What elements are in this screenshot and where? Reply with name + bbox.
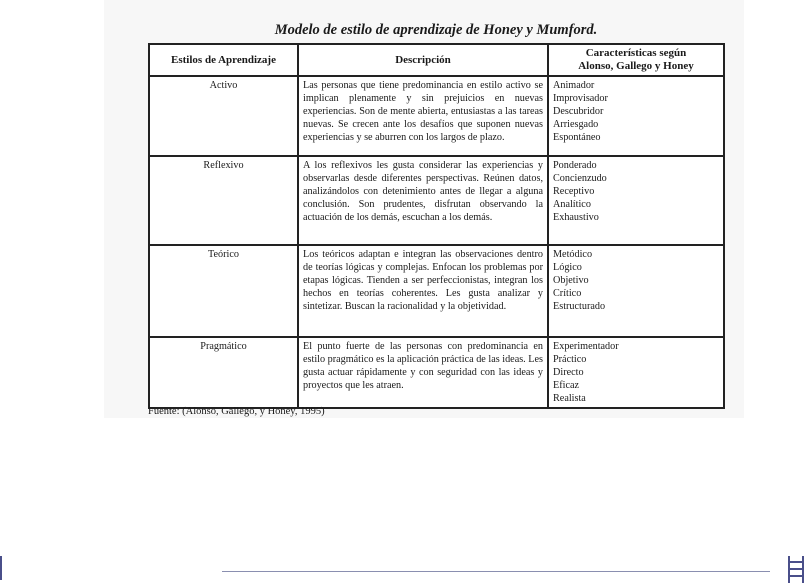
characteristic-item: Exhaustivo bbox=[553, 212, 599, 223]
page-edge-mark bbox=[0, 556, 2, 580]
characteristic-item: Experimentador bbox=[553, 341, 619, 352]
table-row bbox=[149, 245, 724, 337]
characteristic-item: Receptivo bbox=[553, 186, 595, 197]
characteristic-item: Descubridor bbox=[553, 106, 604, 117]
characteristics-cell bbox=[548, 245, 724, 337]
characteristic-item: Espontáneo bbox=[553, 132, 601, 143]
description-cell: Los teóricos adaptan e integran las observaciones dentro de teorías lógicas y complejas. Enfocan los problemas por etapas lógicas. Tienden a ser perfeccionistas, integran los hechos en teorías coherentes. Les gusta analizar y sintetizar. Buscan la racionalidad y la objetividad. bbox=[298, 245, 548, 337]
characteristic-item: Realista bbox=[553, 393, 586, 404]
header-characteristics bbox=[548, 44, 724, 76]
characteristic-item: Animador bbox=[553, 80, 595, 91]
style-name-cell: Teórico bbox=[149, 245, 298, 337]
characteristic-item: Metódico bbox=[553, 249, 593, 260]
header-description: Descripción bbox=[298, 44, 548, 76]
learning-styles-table bbox=[148, 43, 725, 409]
characteristic-item: Estructurado bbox=[553, 301, 606, 312]
characteristic-item: Improvisador bbox=[553, 93, 608, 104]
table-row bbox=[149, 337, 724, 408]
table-title: Modelo de estilo de aprendizaje de Honey y Mumford. bbox=[274, 22, 598, 38]
table-row bbox=[149, 156, 724, 245]
header-style: Estilos de Aprendizaje bbox=[149, 44, 298, 76]
header-characteristics-line1: Características según bbox=[585, 47, 687, 59]
description-cell: El punto fuerte de las personas con predominancia en estilo pragmático es la aplicación práctica de las ideas. Les gusta actuar rápidamente y con seguridad con las ideas y proyectos que les atraen. bbox=[298, 337, 548, 408]
style-name-cell: Pragmático bbox=[149, 337, 298, 408]
description-cell: Las personas que tiene predominancia en estilo activo se implican plenamente y sin prejuicios en nuevas experiencias. Son de mente abierta, entusiastas a las tareas nuevas. Se crecen ante los desafíos que suponen nuevas experiencias y se aburren con los largos de plazo. bbox=[298, 76, 548, 156]
characteristics-cell bbox=[548, 337, 724, 408]
characteristic-item: Ponderado bbox=[553, 160, 597, 171]
table-row bbox=[149, 76, 724, 156]
footer-divider bbox=[222, 571, 770, 572]
characteristic-item: Directo bbox=[553, 367, 584, 378]
style-name-cell: Reflexivo bbox=[149, 156, 298, 245]
characteristics-cell bbox=[548, 76, 724, 156]
characteristic-item: Crítico bbox=[553, 288, 582, 299]
characteristic-item: Analítico bbox=[553, 199, 591, 210]
header-characteristics-line2: Alonso, Gallego y Honey bbox=[578, 60, 694, 72]
characteristic-item: Objetivo bbox=[553, 275, 589, 286]
description-cell: A los reflexivos les gusta considerar las experiencias y observarlas desde diferentes perspectivas. Reúnen datos, analizándolos con detenimiento antes de llegar a alguna conclusión. Son prudentes, disfrutan observando la actuación de los demás, escuchan a los demás. bbox=[298, 156, 548, 245]
corner-logo-icon bbox=[788, 556, 804, 583]
characteristic-item: Práctico bbox=[553, 354, 587, 365]
characteristic-item: Lógico bbox=[553, 262, 582, 273]
source-note: Fuente: (Alonso, Gallego, y Honey, 1995) bbox=[148, 406, 325, 417]
characteristic-item: Arriesgado bbox=[553, 119, 599, 130]
style-name-cell: Activo bbox=[149, 76, 298, 156]
characteristic-item: Eficaz bbox=[553, 380, 580, 391]
characteristics-cell bbox=[548, 156, 724, 245]
characteristic-item: Concienzudo bbox=[553, 173, 607, 184]
header-row bbox=[149, 44, 724, 76]
